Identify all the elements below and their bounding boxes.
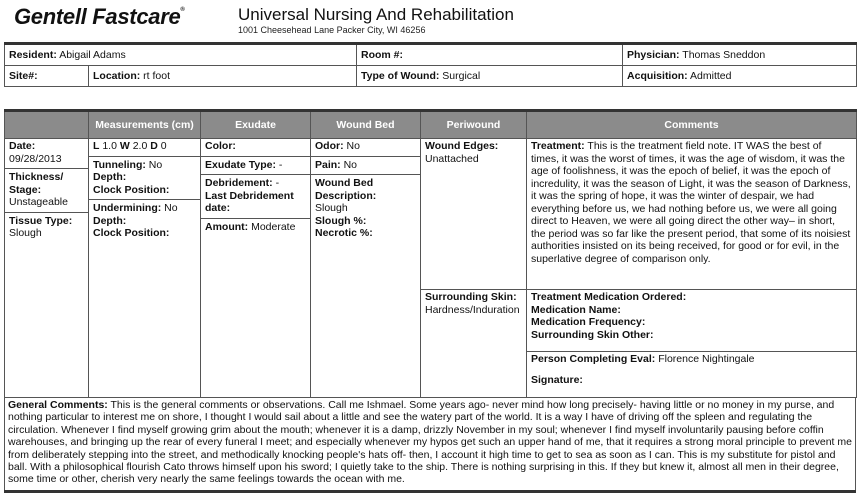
wound-edges-cell: Wound Edges: Unattached bbox=[421, 139, 527, 290]
signature-label: Signature: bbox=[531, 373, 583, 386]
facility-name: Universal Nursing And Rehabilitation bbox=[238, 5, 514, 24]
col-wound-bed: Wound Bed bbox=[311, 111, 421, 139]
evaluator-cell: Person Completing Eval: Florence Nightingale Signature: bbox=[527, 352, 857, 398]
col-blank bbox=[5, 111, 89, 139]
medication-cell: Treatment Medication Ordered: Medication Name: Medication Frequency: Surrounding Skin Other: bbox=[527, 290, 857, 352]
general-comments-text: This is the general comments or observations. Call me Ishmael. Some years ago- never mind how long precisely- having little or no money in my purse, and nothing particular to interest me on shore, I thought I would sail about a little and see the watery part of the world. It is a way I have of driving off the spleen and regulating the circulation. Whenever I find myself growing grim about the mouth; whenever it is a damp, drizzly November in my soul; whenever I find myself involuntarily pausing before coffin warehouses, and bringing up the rear of every funeral I meet; and especially whenever my hypos get such an upper hand of me, that it requires a strong moral principle to prevent me from deliberately stepping into the street, and methodically knocking people's hats off- then, I account it high time to get to sea as soon as I can. This is my substitute for pistol and ball. With a philosophical flourish Cato throws himself upon his sword; I quietly take to the ship. There is nothing surprising in this. If they but knew it, almost all men in their degree, some time or other, cherish very nearly the same feelings towards the ocean with me. bbox=[8, 399, 852, 486]
physician-value: Thomas Sneddon bbox=[682, 48, 766, 61]
wound-assessment-table bbox=[4, 109, 857, 398]
treatment-text: This is the treatment field note. IT WAS the best of times, it was the worst of times, it was the age of wisdom, it was the age of foolishness, it was the epoch of belief, it was the epoch of incredulity, it was the season of Light, it was the season of Darkness, it was the spring of hope, it was the winter of despair, we had everything before us, we had nothing before us, we were all going direct to Heaven, we were all going direct the other way– in short, the period was so far like the present period, that some of its noisiest authorities insisted on its being received, for good or for evil, in the superlative degree of comparison only. bbox=[531, 140, 851, 265]
wound-bed-cell: Odor: No Pain: No Wound Bed Description: Slough Slough %: Necrotic %: bbox=[311, 139, 421, 398]
date-value: 09/28/2013 bbox=[9, 152, 62, 165]
col-exudate: Exudate bbox=[201, 111, 311, 139]
col-comments: Comments bbox=[527, 111, 857, 139]
resident-cell: Resident: Abigail Adams bbox=[5, 44, 357, 66]
col-measurements: Measurements (cm) bbox=[89, 111, 201, 139]
location-cell: Location: rt foot bbox=[89, 66, 357, 87]
general-comments-cell: General Comments: This is the general comments or observations. Call me Ishmael. Some years ago- never mind how long precisely- having little or no money in my purse, and nothing particular to interest me on shore, I thought I would sail about a little and see the watery part of the world. It is a way I have of driving off the spleen and regulating the circulation. Whenever I find myself growing grim about the mouth; whenever it is a damp, drizzly November in my soul; whenever I find myself involuntarily pausing before coffin warehouses, and bringing up the rear of every funeral I meet; and especially whenever my hypos get such an upper hand of me, that it requires a strong moral principle to prevent me from deliberately stepping into the street, and methodically knocking people's hats off- then, I account it high time to get to sea as soon as I can. This is my substitute for pistol and ball. With a philosophical flourish Cato throws himself upon his sword; I quietly take to the ship. There is nothing surprising in this. If they but knew it, almost all men in their degree, some time or other, cherish very nearly the same feelings towards the ocean with me. bbox=[5, 398, 856, 492]
surrounding-skin-cell: Surrounding Skin: Hardness/Induration bbox=[421, 290, 527, 398]
evaluator-name: Florence Nightingale bbox=[658, 353, 755, 365]
general-comments-table bbox=[4, 397, 856, 493]
room-cell: Room #: bbox=[357, 44, 623, 66]
facility-address: 1001 Cheesehead Lane Packer City, WI 46256 bbox=[238, 25, 426, 35]
left-info-cell: Date: 09/28/2013 Thickness/ Stage: Unstageable Tissue Type: Slough bbox=[5, 139, 89, 398]
exudate-cell: Color: Exudate Type: - Debridement: - Last Debridement date: Amount: Moderate bbox=[201, 139, 311, 398]
resident-value: Abigail Adams bbox=[59, 48, 126, 61]
acquisition-cell: Acquisition: Admitted bbox=[623, 66, 857, 87]
dimensions: L 1.0 W 2.0 D 0 bbox=[93, 140, 167, 152]
treatment-cell: Treatment: This is the treatment field note. IT WAS the best of times, it was the worst of times, it was the age of wisdom, it was the age of foolishness, it was the epoch of belief, it was the epoch of incredulity, it was the season of Light, it was the season of Darkness, it was the spring of hope, it was the winter of despair, we had everything before us, we had nothing before us, we were all going direct to Heaven, we were all going direct the other way– in short, the period was so far like the present period, that some of its noisiest authorities insisted on its being received, for good or for evil, in the superlative degree of comparison only. bbox=[527, 139, 857, 290]
resident-info-table bbox=[4, 42, 857, 87]
site-cell: Site#: bbox=[5, 66, 89, 87]
col-periwound: Periwound bbox=[421, 111, 527, 139]
measurements-cell: L 1.0 W 2.0 D 0 Tunneling: No Depth: Clock Position: Undermining: No Depth: Clock Position: bbox=[89, 139, 201, 398]
wound-type-cell: Type of Wound: Surgical bbox=[357, 66, 623, 87]
gentell-logo: Gentell Fastcare® bbox=[14, 4, 185, 29]
report-header bbox=[0, 0, 859, 40]
thickness-value: Unstageable bbox=[9, 196, 68, 208]
physician-cell: Physician: Thomas Sneddon bbox=[623, 44, 857, 66]
tissue-value: Slough bbox=[9, 227, 42, 239]
